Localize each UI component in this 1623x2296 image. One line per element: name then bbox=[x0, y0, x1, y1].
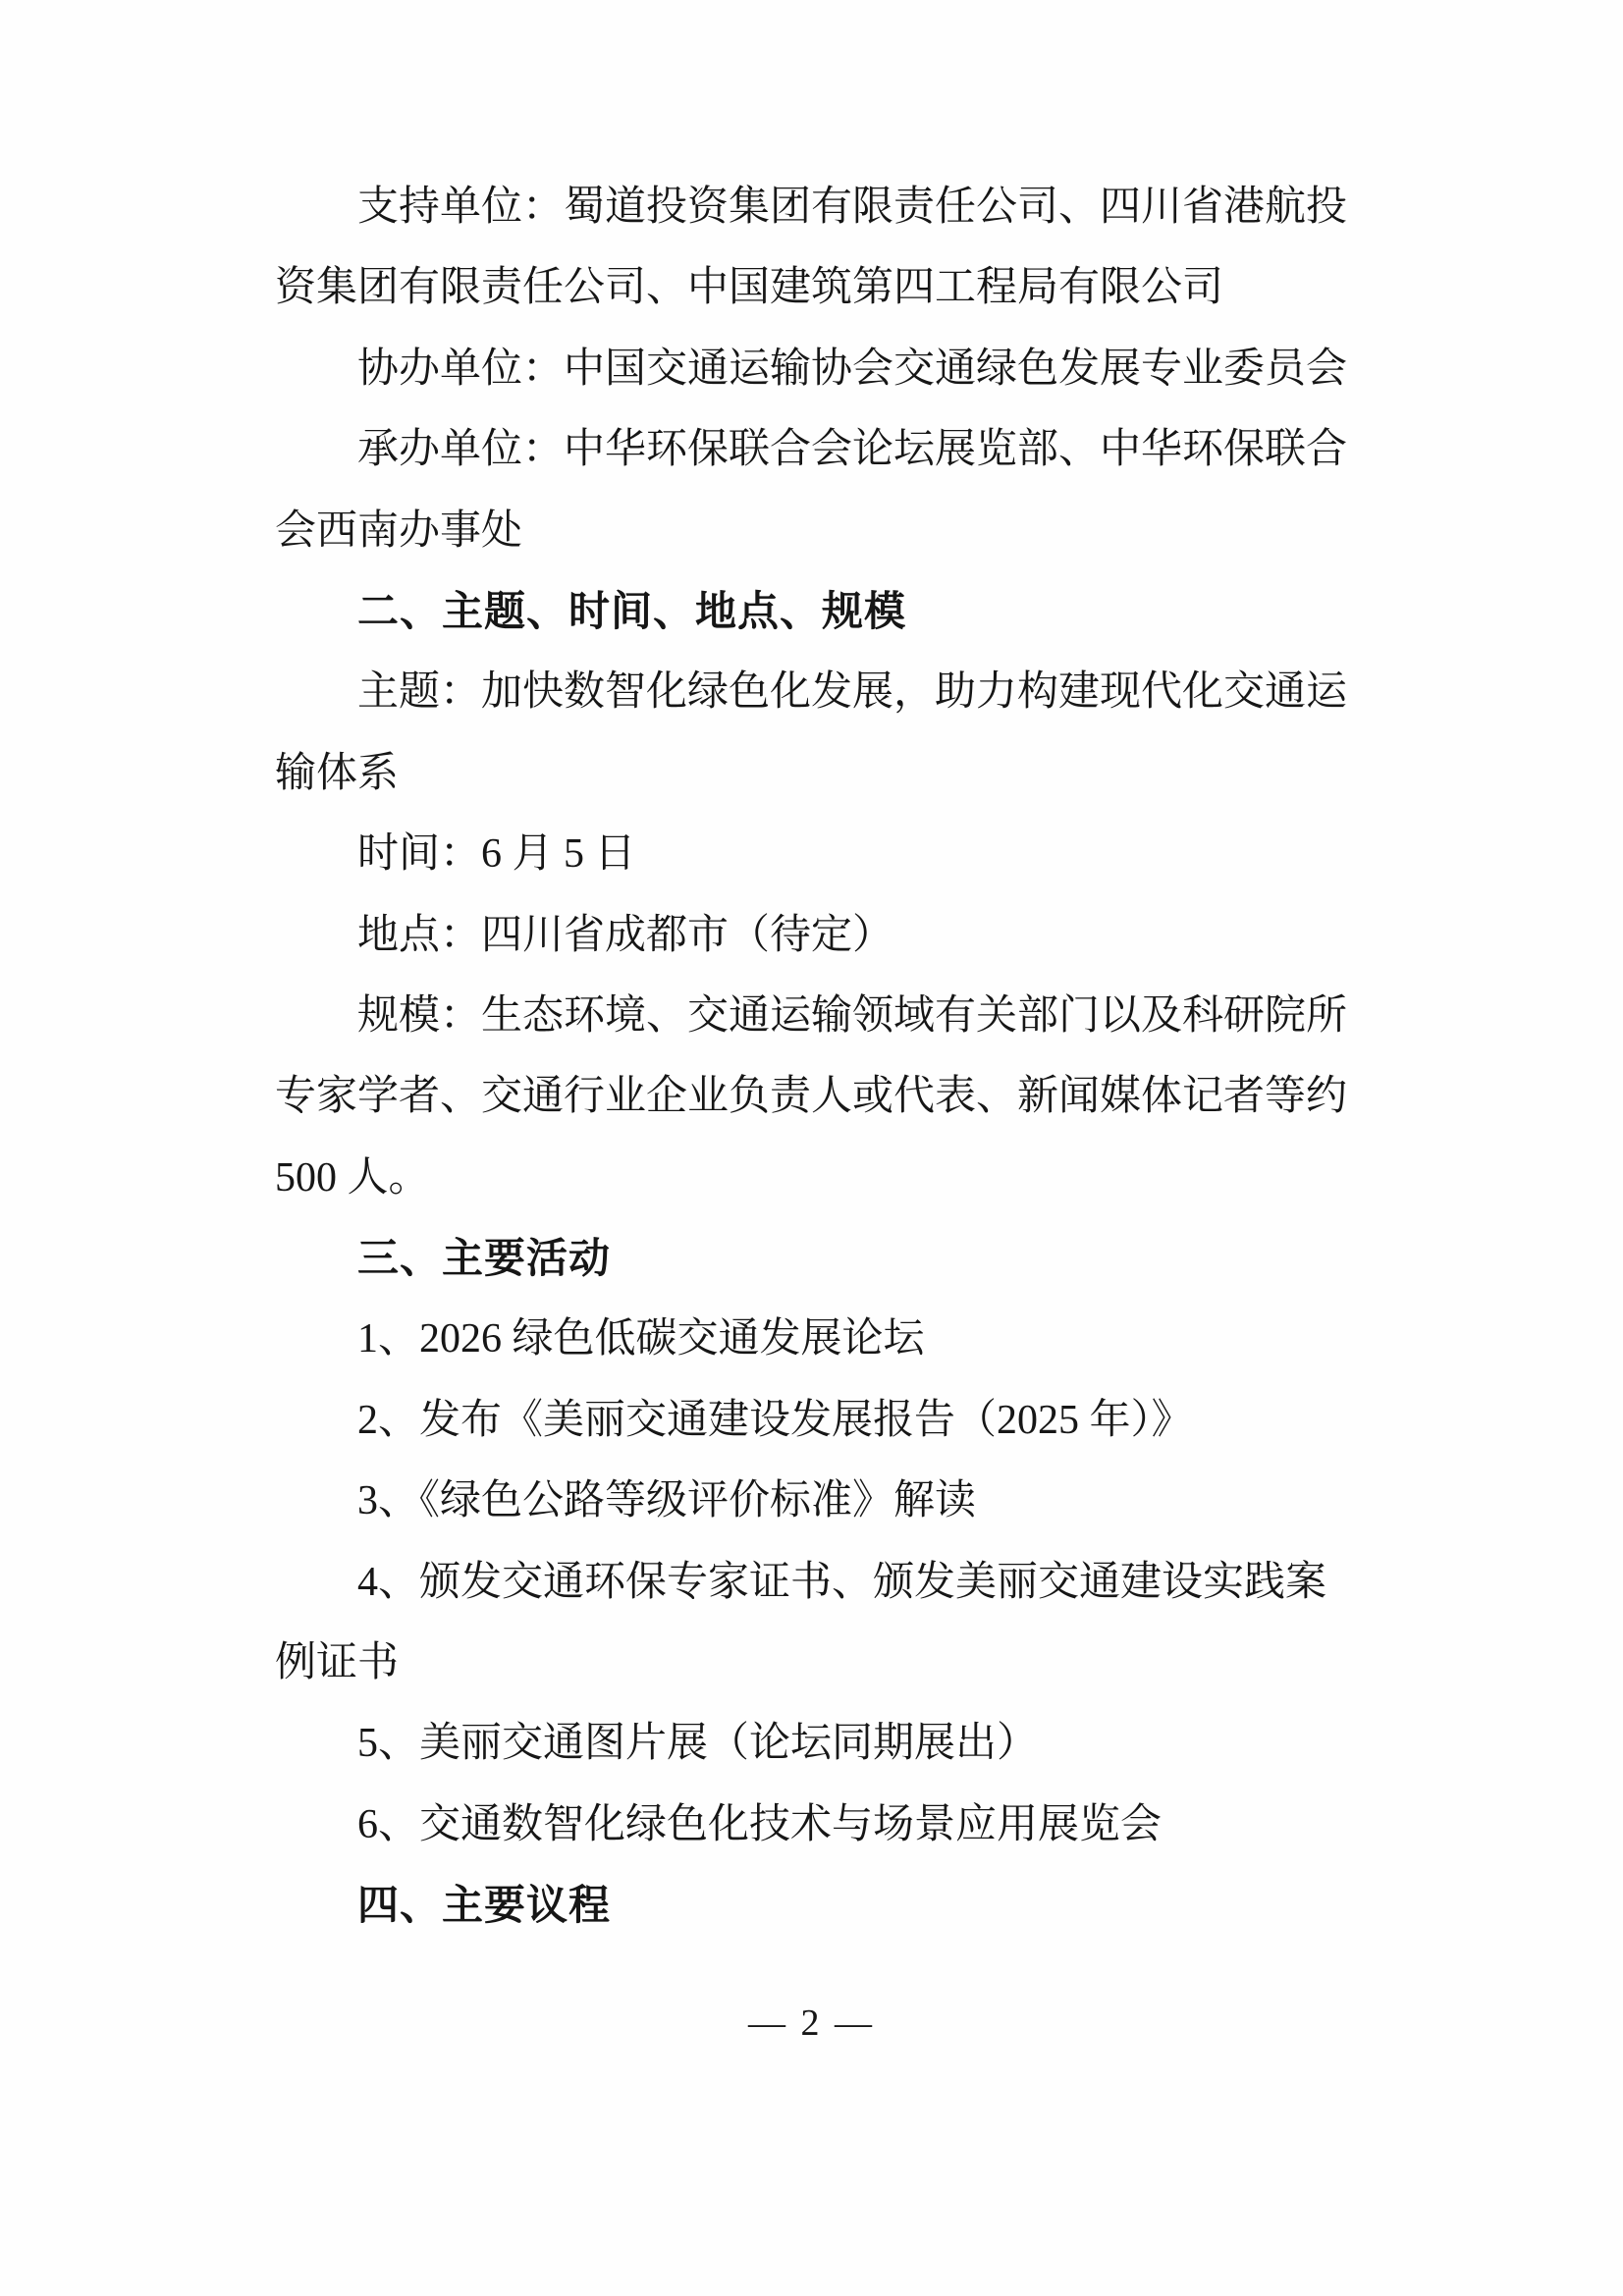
page-number: — 2 — bbox=[748, 2002, 875, 2044]
section-2-heading: 二、主题、时间、地点、规模 bbox=[357, 587, 907, 634]
activity-1-line: 1、2026 绿色低碳交通发展论坛 bbox=[357, 1316, 925, 1362]
activity-4-line-2: 例证书 bbox=[275, 1640, 400, 1686]
activity-2-line: 2、发布《美丽交通建设发展报告（2025 年）》 bbox=[357, 1397, 1193, 1443]
page-footer bbox=[0, 2001, 1623, 2046]
co-organizer-line: 协办单位：中国交通运输协会交通绿色发展专业委员会 bbox=[357, 346, 1348, 392]
activity-6-line: 6、交通数智化绿色化技术与场景应用展览会 bbox=[357, 1801, 1163, 1847]
section-4-heading: 四、主要议程 bbox=[357, 1882, 612, 1929]
time-line: 时间：6 月 5 日 bbox=[357, 831, 636, 878]
scale-line-3: 500 人。 bbox=[275, 1154, 430, 1201]
document-body bbox=[275, 167, 1357, 1947]
theme-line-1: 主题：加快数智化绿色化发展，助力构建现代化交通运 bbox=[357, 669, 1348, 716]
scale-line-1: 规模：生态环境、交通运输领域有关部门以及科研院所 bbox=[357, 992, 1348, 1039]
section-3-heading: 三、主要活动 bbox=[357, 1235, 612, 1282]
scale-line-2: 专家学者、交通行业企业负责人或代表、新闻媒体记者等约 bbox=[275, 1074, 1348, 1120]
supporting-units-line-2: 资集团有限责任公司、中国建筑第四工程局有限公司 bbox=[275, 265, 1224, 311]
location-line: 地点：四川省成都市（待定） bbox=[357, 912, 894, 958]
supporting-units-line-1: 支持单位：蜀道投资集团有限责任公司、四川省港航投 bbox=[357, 185, 1348, 230]
activity-5-line: 5、美丽交通图片展（论坛同期展出） bbox=[357, 1721, 1039, 1767]
organizer-line-1: 承办单位：中华环保联合会论坛展览部、中华环保联合 bbox=[357, 427, 1348, 473]
activity-3-line: 3、《绿色公路等级评价标准》解读 bbox=[357, 1478, 977, 1524]
theme-line-2: 输体系 bbox=[275, 750, 400, 796]
activity-4-line-1: 4、颁发交通环保专家证书、颁发美丽交通建设实践案 bbox=[357, 1559, 1327, 1605]
organizer-line-2: 会西南办事处 bbox=[275, 507, 523, 554]
